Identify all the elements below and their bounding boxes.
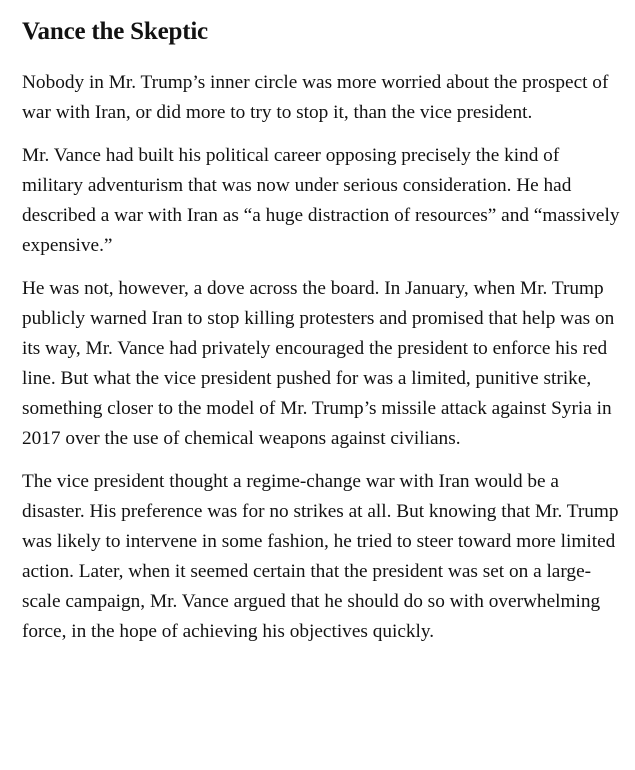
article-section bbox=[22, 14, 622, 660]
article-paragraph: Nobody in Mr. Trump’s inner circle was more worried about the prospect of war with Iran, or did more to try to stop it, than the vice president. bbox=[22, 72, 609, 123]
article-paragraph: Mr. Vance had built his political career opposing precisely the kind of military adventurism that was now under serious consideration. He had described a war with Iran as “a huge distraction of resources” and “massively expensive.” bbox=[22, 145, 620, 256]
article-paragraph: The vice president thought a regime-change war with Iran would be a disaster. His preference was for no strikes at all. But knowing that Mr. Trump was likely to intervene in some fashion, he tried to steer toward more limited action. Later, when it seemed certain that the president was set on a large-scale campaign, Mr. Vance argued that he should do so with overwhelming force, in the hope of achieving his objectives quickly. bbox=[22, 471, 619, 642]
article-paragraph: He was not, however, a dove across the board. In January, when Mr. Trump publicly warned Iran to stop killing protesters and promised that help was on its way, Mr. Vance had privately encouraged the president to enforce his red line. But what the vice president pushed for was a limited, punitive strike, something closer to the model of Mr. Trump’s missile attack against Syria in 2017 over the use of chemical weapons against civilians. bbox=[22, 278, 615, 449]
section-heading: Vance the Skeptic bbox=[22, 18, 208, 45]
